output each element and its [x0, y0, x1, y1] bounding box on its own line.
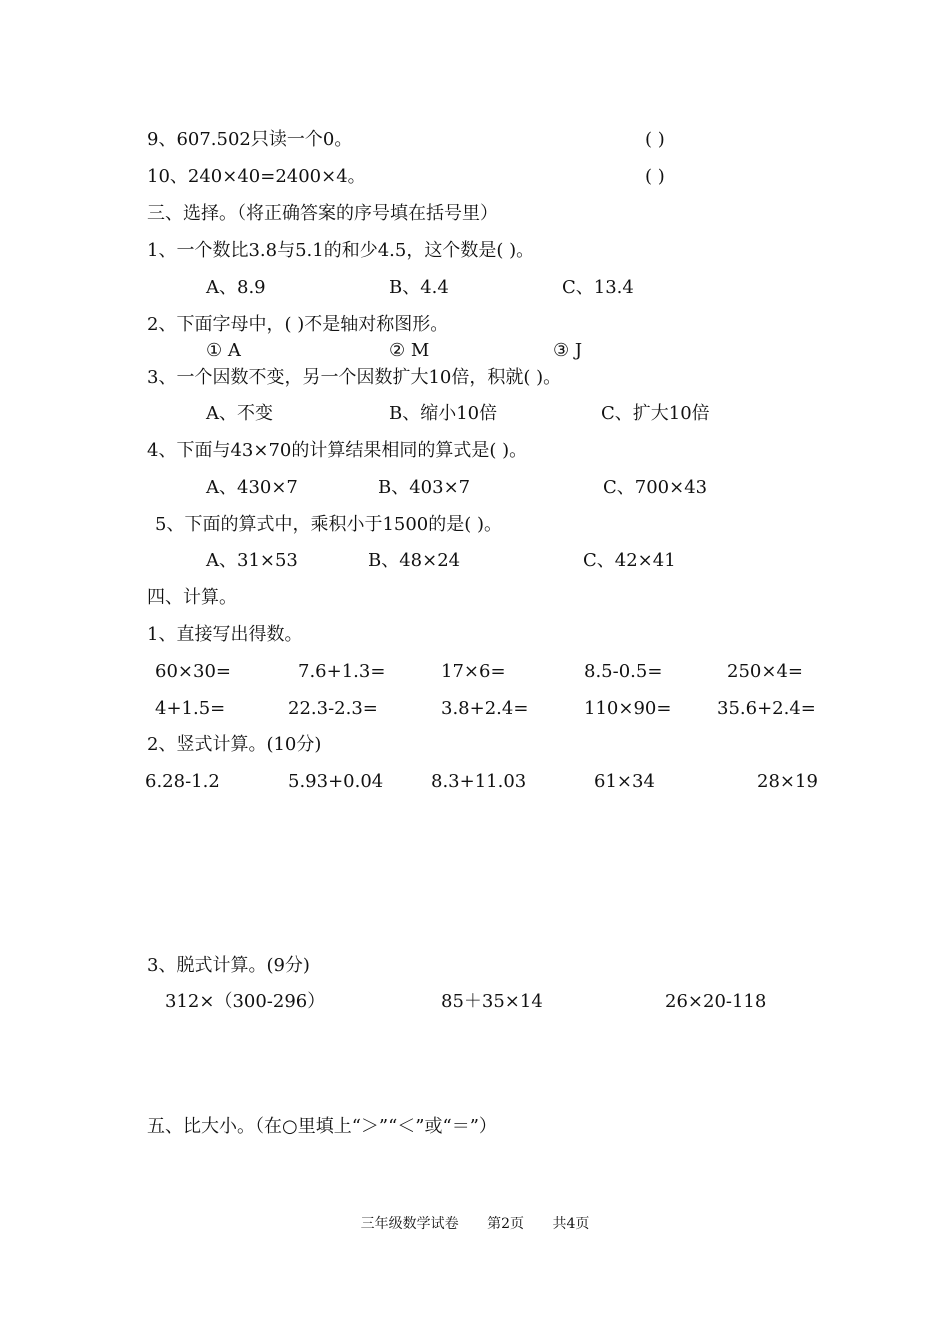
- calc-vertical-title: 2、竖式计算。(10分): [147, 734, 322, 755]
- vertical-item-3: 8.3+11.03: [431, 771, 527, 792]
- footer-title: 三年级数学试卷: [360, 1216, 459, 1232]
- choice-q4-option-c: C、700×43: [603, 477, 708, 498]
- choice-q3-option-c: C、扩大10倍: [601, 403, 710, 424]
- choice-q3-text: 3、一个因数不变，另一个因数扩大10倍，积就( )。: [147, 367, 562, 388]
- direct-r2-c5: 35.6+2.4=: [717, 698, 816, 719]
- judge-q9-text: 9、607.502只读一个0。: [147, 129, 353, 150]
- choice-q2-option-2: ② M: [389, 340, 430, 361]
- page-footer: [0, 1213, 950, 1233]
- choice-q1-option-c: C、13.4: [562, 277, 634, 298]
- choice-heading: 三、选择。（将正确答案的序号填在括号里）: [147, 203, 498, 224]
- vertical-item-4: 61×34: [594, 771, 655, 792]
- stepwise-item-1: 312×（300-296）: [165, 991, 326, 1012]
- choice-q3-option-a: A、不变: [206, 403, 273, 424]
- choice-q2-option-1: ① A: [206, 340, 241, 361]
- choice-q5-option-a: A、31×53: [206, 550, 298, 571]
- calc-direct-title: 1、直接写出得数。: [147, 624, 303, 645]
- choice-q1-option-a: A、8.9: [206, 277, 266, 298]
- choice-q4-text: 4、下面与43×70的计算结果相同的算式是( )。: [147, 440, 528, 461]
- vertical-item-1: 6.28-1.2: [145, 771, 220, 792]
- direct-r2-c2: 22.3-2.3=: [288, 698, 378, 719]
- judge-q10-answer-paren[interactable]: ( ): [645, 166, 665, 187]
- choice-q3-option-b: B、缩小10倍: [389, 403, 498, 424]
- compare-heading: 五、比大小。（在○里填上“＞”“＜”或“＝”）: [147, 1116, 497, 1137]
- judge-q10-text: 10、240×40=2400×4。: [147, 166, 366, 187]
- footer-page-number: 第2页: [487, 1216, 524, 1232]
- choice-q5-option-b: B、48×24: [368, 550, 461, 571]
- choice-q5-text: 5、下面的算式中，乘积小于1500的是( )。: [155, 514, 503, 535]
- stepwise-item-2: 85＋35×14: [441, 991, 543, 1012]
- direct-r1-c1: 60×30=: [155, 661, 231, 682]
- vertical-item-5: 28×19: [757, 771, 818, 792]
- direct-r2-c1: 4+1.5=: [155, 698, 226, 719]
- choice-q5-option-c: C、42×41: [583, 550, 676, 571]
- direct-r2-c4: 110×90=: [584, 698, 672, 719]
- choice-q1-option-b: B、4.4: [389, 277, 449, 298]
- vertical-item-2: 5.93+0.04: [288, 771, 384, 792]
- footer-total-pages: 共4页: [552, 1216, 590, 1232]
- calc-stepwise-title: 3、脱式计算。(9分): [147, 955, 310, 976]
- choice-q1-text: 1、一个数比3.8与5.1的和少4.5，这个数是( )。: [147, 240, 535, 261]
- direct-r1-c2: 7.6+1.3=: [298, 661, 386, 682]
- direct-r1-c3: 17×6=: [441, 661, 506, 682]
- choice-q2-text: 2、下面字母中，( )不是轴对称图形。: [147, 314, 449, 335]
- choice-q4-option-b: B、403×7: [378, 477, 471, 498]
- choice-q2-option-3: ③ J: [553, 340, 583, 361]
- choice-q4-option-a: A、430×7: [206, 477, 298, 498]
- direct-r1-c4: 8.5-0.5=: [584, 661, 663, 682]
- direct-r1-c5: 250×4=: [727, 661, 803, 682]
- stepwise-item-3: 26×20-118: [665, 991, 767, 1012]
- judge-q9-answer-paren[interactable]: ( ): [645, 129, 665, 150]
- direct-r2-c3: 3.8+2.4=: [441, 698, 529, 719]
- calc-heading: 四、计算。: [147, 587, 237, 608]
